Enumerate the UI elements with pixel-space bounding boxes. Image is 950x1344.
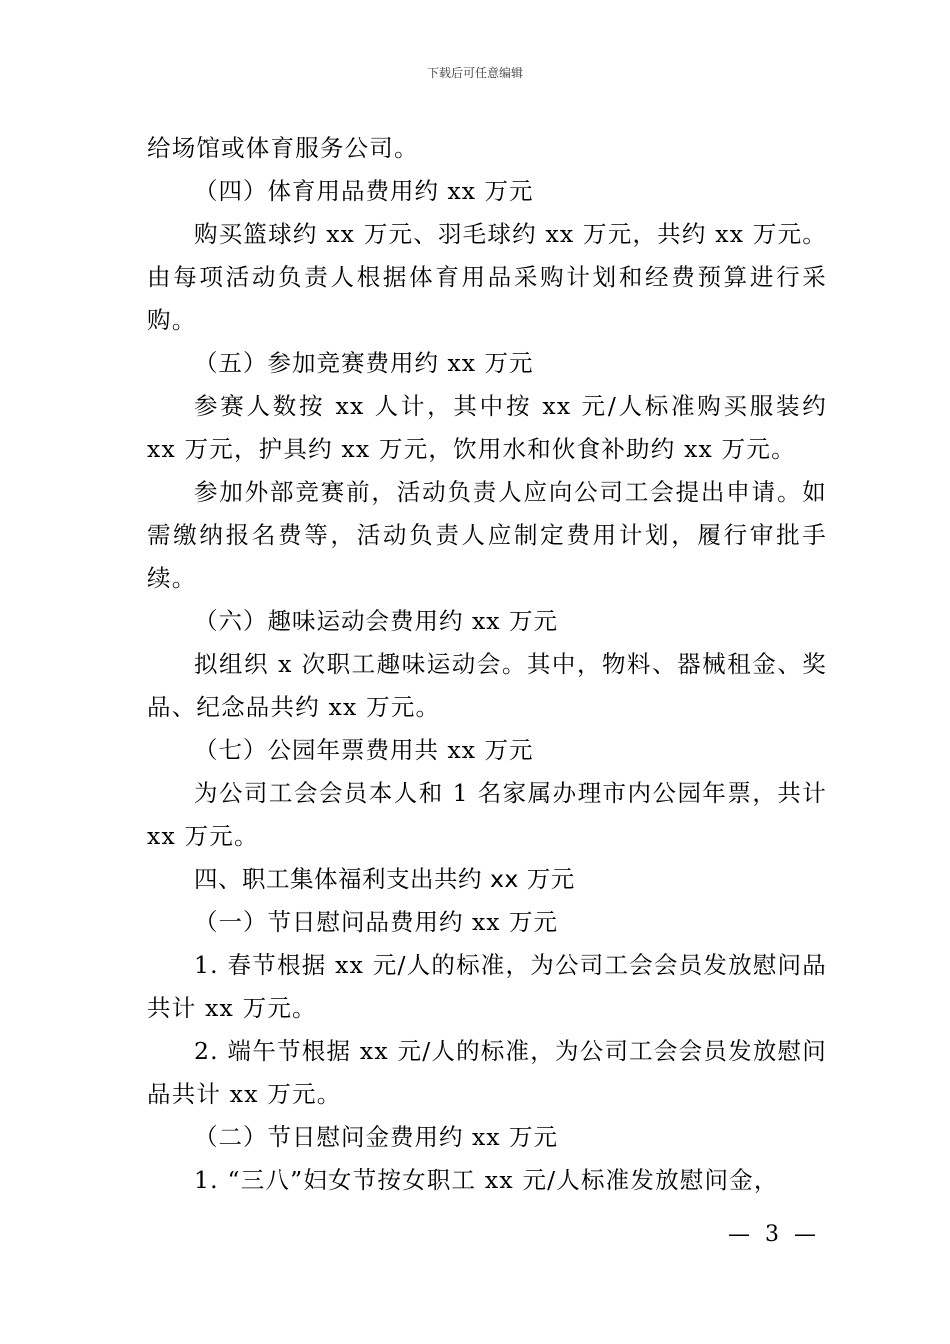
section-heading-6: （六）趣味运动会费用约 xx 万元: [194, 607, 558, 635]
list-item: 1. “三八”妇女节按女职工 xx 元/人标准发放慰问金，: [194, 1166, 779, 1194]
major-heading-4: 四、职工集体福利支出共约 xx 万元: [194, 865, 575, 893]
page-number: — 3 —: [728, 1222, 820, 1247]
section-heading-7: （七）公园年票费用共 xx 万元: [194, 736, 534, 764]
paragraph: 参赛人数按 xx 人计，其中按 xx 元/人标准购买服装约 xx 万元，护具约 xx 万元，饮用水和伙食补助约 xx 万元。: [147, 392, 827, 463]
list-item: 2. 端午节根据 xx 元/人的标准，为公司工会会员发放慰问品共计 xx 万元。: [147, 1037, 827, 1108]
section-heading-4: （四）体育用品费用约 xx 万元: [194, 177, 534, 205]
page-header-note: 下载后可任意编辑: [426, 66, 523, 80]
subsection-heading-2: （二）节日慰问金费用约 xx 万元: [194, 1123, 558, 1151]
list-item: 1. 春节根据 xx 元/人的标准，为公司工会会员发放慰问品共计 xx 万元。: [147, 951, 827, 1022]
paragraph: 拟组织 x 次职工趣味运动会。其中，物料、器械租金、奖品、纪念品共约 xx 万元。: [147, 650, 827, 721]
subsection-heading-1: （一）节日慰问品费用约 xx 万元: [194, 908, 558, 936]
section-heading-5: （五）参加竞赛费用约 xx 万元: [194, 349, 534, 377]
document-body: [147, 127, 827, 1202]
paragraph: 参加外部竞赛前，活动负责人应向公司工会提出申请。如需缴纳报名费等，活动负责人应制定费用计划，履行审批手续。: [147, 478, 827, 592]
paragraph: 为公司工会会员本人和 1 名家属办理市内公园年票，共计 xx 万元。: [147, 779, 827, 850]
paragraph: 购买篮球约 xx 万元、羽毛球约 xx 万元，共约 xx 万元。由每项活动负责人根据体育用品采购计划和经费预算进行采购。: [147, 220, 827, 334]
paragraph: 给场馆或体育服务公司。: [147, 134, 419, 162]
